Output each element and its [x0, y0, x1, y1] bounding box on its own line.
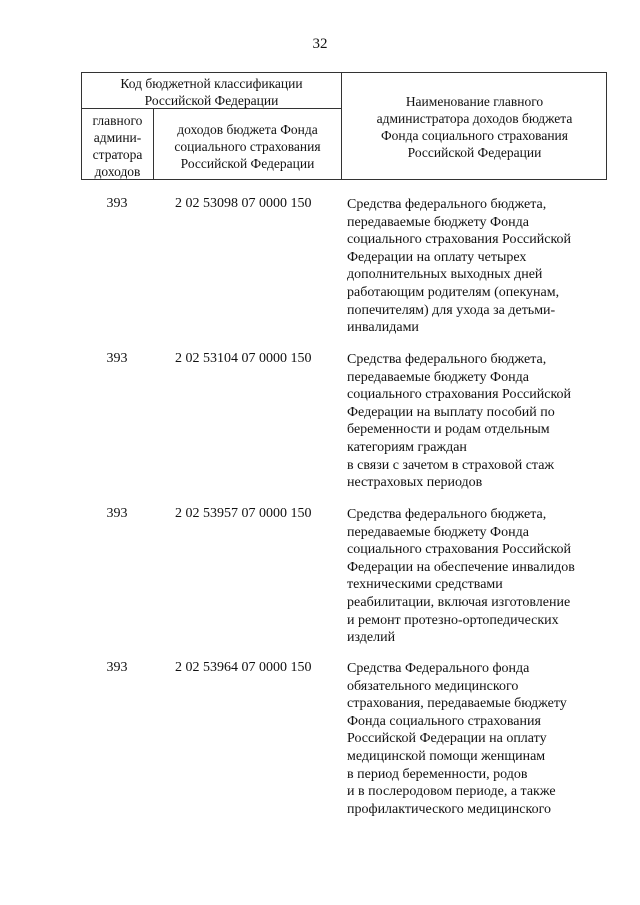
- header-col-income-label: доходов бюджета Фонда социального страхования Российской Федерации: [174, 122, 321, 171]
- admin-code: 393: [106, 506, 128, 521]
- admin-code: 393: [106, 196, 128, 211]
- header-col-name: [343, 73, 606, 179]
- header-budget-classification: [82, 73, 342, 109]
- income-code: 2 02 53104 07 0000 150: [175, 351, 312, 366]
- admin-code: 393: [106, 351, 128, 366]
- income-description: Средства федерального бюджета, передаваемые бюджету Фонда социального страхования Российской Федерации на обеспечение инвалидов техническими средствами реабилитации, включая изготовление и ремонт протезно-ортопедических изделий: [347, 507, 575, 646]
- header-col-name-label: Наименование главного администратора доходов бюджета Фонда социального страхования Российской Федерации: [376, 94, 573, 160]
- table-header: [81, 72, 607, 180]
- page-number: 32: [312, 36, 328, 52]
- income-code: 2 02 53098 07 0000 150: [175, 196, 312, 211]
- income-code: 2 02 53964 07 0000 150: [175, 660, 312, 675]
- income-description: Средства Федерального фонда обязательного медицинского страхования, передаваемые бюджету Фонда социального страхования Российской Федерации на оплату медицинской помощи женщинам в период беременности, родов и в послеродовом периоде, а также профилактического медицинского: [347, 661, 567, 817]
- income-description: Средства федерального бюджета, передаваемые бюджету Фонда социального страхования Российской Федерации на оплату четырех дополнительных выходных дней работающим родителям (опекунам, попечителям) для ухода за детьми- инвалидами: [347, 197, 572, 336]
- header-group-title: Код бюджетной классификации Российской Федерации: [120, 76, 303, 108]
- admin-code: 393: [106, 660, 128, 675]
- header-col-admin: [82, 109, 154, 179]
- header-col-admin-label: главного админи- стратора доходов: [92, 113, 143, 179]
- header-col-income: [154, 109, 342, 179]
- income-description: Средства федерального бюджета, передаваемые бюджету Фонда социального страхования Российской Федерации на выплату пособий по беременности и родам отдельным категориям граждан в связи с зачетом в страховой стаж нестраховых периодов: [347, 352, 572, 491]
- income-code: 2 02 53957 07 0000 150: [175, 506, 312, 521]
